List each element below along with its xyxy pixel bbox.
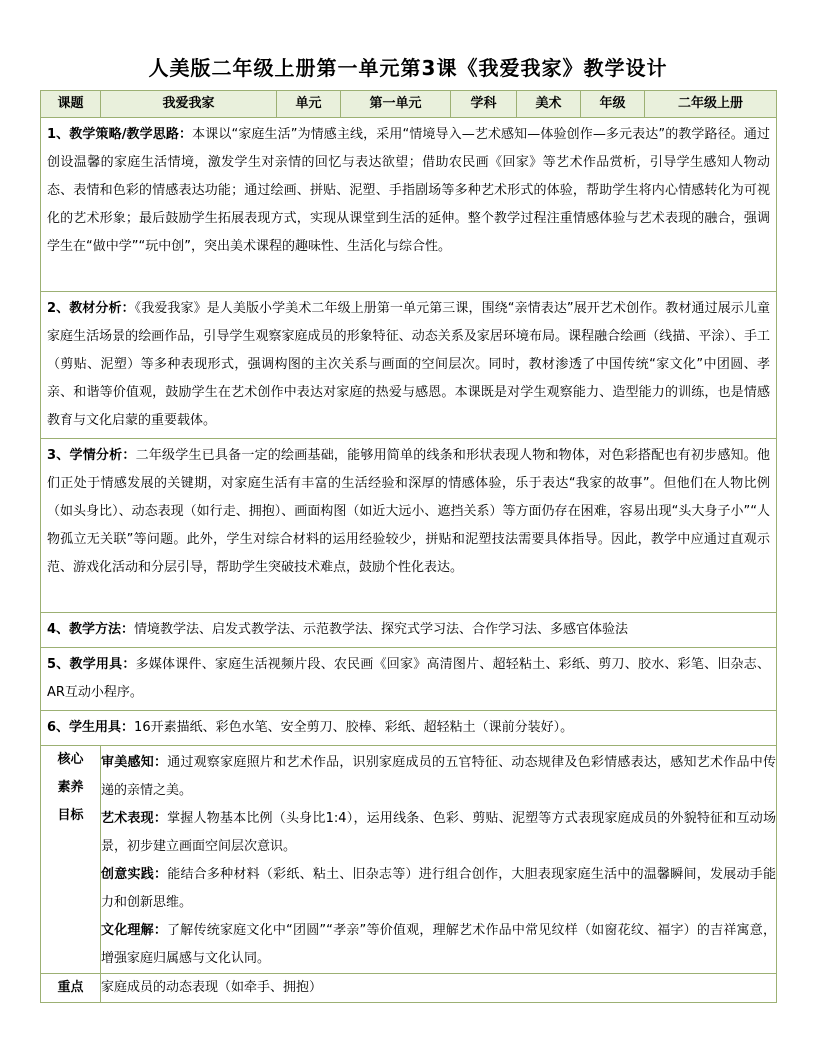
- strategy-section: [41, 118, 777, 292]
- goal-item: [101, 749, 776, 805]
- key-point-label: 重点: [41, 974, 101, 1003]
- goal-item: [101, 917, 776, 973]
- teacher-tools-text: 多媒体课件、家庭生活视频片段、农民画《回家》高清图片、超轻粘土、彩纸、剪刀、胶水、彩笔、旧杂志、AR互动小程序。: [47, 657, 770, 700]
- lesson-label: 课题: [41, 91, 101, 118]
- goal-text: 掌握人物基本比例（头身比1:4），运用线条、色彩、剪贴、泥塑等方式表现家庭成员的外貌特征和互动场景，初步建立画面空间层次意识。: [101, 811, 776, 854]
- textbook-text: 《我爱我家》是人美版小学美术二年级上册第一单元第三课，围绕“亲情表达”展开艺术创作。教材通过展示儿童家庭生活场景的绘画作品，引导学生观察家庭成员的形象特征、动态关系及家居环境布局。课程融合绘画（线描、平涂）、手工（剪贴、泥塑）等多种表现形式，强调构图的主次关系与画面的空间层次。同时，教材渗透了中国传统“家文化”中团圆、孝亲、和谐等价值观，鼓励学生在艺术创作中表达对家庭的热爱与感恩。本课既是对学生观察能力、造型能力的训练，也是情感教育与文化启蒙的重要载体。: [47, 301, 770, 428]
- strategy-row: [41, 118, 777, 292]
- lesson-value: 我爱我家: [101, 91, 277, 118]
- header-row: [41, 91, 777, 118]
- subject-value: 美术: [517, 91, 581, 118]
- goal-item: [101, 861, 776, 917]
- goal-text: 了解传统家庭文化中“团圆”“孝亲”等价值观，理解艺术作品中常见纹样（如窗花纹、福字）的吉祥寓意，增强家庭归属感与文化认同。: [101, 923, 776, 966]
- teacher-tools-label: 5、教学用具：: [47, 657, 136, 672]
- key-point-text: 家庭成员的动态表现（如牵手、拥抱）: [101, 974, 777, 1003]
- learners-label: 3、学情分析：: [47, 448, 136, 463]
- subject-label: 学科: [451, 91, 517, 118]
- methods-label: 4、教学方法：: [47, 622, 135, 637]
- learners-row: [41, 439, 777, 613]
- student-tools-text: 16开素描纸、彩色水笔、安全剪刀、胶棒、彩纸、超轻粘土（课前分装好）。: [134, 720, 574, 735]
- textbook-section: [41, 292, 777, 439]
- core-goals-row: [41, 746, 777, 974]
- core-goals-side-line: 目标: [57, 808, 84, 823]
- methods-section: [41, 613, 777, 648]
- core-goals-side-line: 素养: [57, 780, 84, 795]
- goal-text: 能结合多种材料（彩纸、粘土、旧杂志等）进行组合创作，大胆表现家庭生活中的温馨瞬间，发展动手能力和创新思维。: [101, 867, 776, 910]
- unit-value: 第一单元: [341, 91, 451, 118]
- methods-row: [41, 613, 777, 648]
- unit-label: 单元: [277, 91, 341, 118]
- core-goals-content: [101, 746, 777, 974]
- key-point-row: [41, 974, 777, 1003]
- grade-value: 二年级上册: [645, 91, 777, 118]
- textbook-label: 2、教材分析：: [47, 301, 135, 316]
- goal-item: [101, 805, 776, 861]
- teacher-tools-row: [41, 648, 777, 711]
- core-goals-side-line: 核心: [57, 752, 84, 767]
- student-tools-row: [41, 711, 777, 746]
- goal-text: 通过观察家庭照片和艺术作品，识别家庭成员的五官特征、动态规律及色彩情感表达，感知艺术作品中传递的亲情之美。: [101, 755, 776, 798]
- core-goals-side-label: [41, 746, 101, 974]
- learners-text: 二年级学生已具备一定的绘画基础，能够用简单的线条和形状表现人物和物体，对色彩搭配也有初步感知。他们正处于情感发展的关键期，对家庭生活有丰富的生活经验和深厚的情感体验，乐于表达“我家的故事”。但他们在人物比例（如头身比）、动态表现（如行走、拥抱）、画面构图（如近大远小、遮挡关系）等方面仍存在困难，容易出现“头大身子小”“人物孤立无关联”等问题。此外，学生对综合材料的运用经验较少，拼贴和泥塑技法需要具体指导。因此，教学中应通过直观示范、游戏化活动和分层引导，帮助学生突破技术难点，鼓励个性化表达。: [47, 448, 770, 575]
- student-tools-section: [41, 711, 777, 746]
- strategy-text: 本课以“家庭生活”为情感主线，采用“情境导入—艺术感知—体验创作—多元表达”的教学路径。通过创设温馨的家庭生活情境，激发学生对亲情的回忆与表达欲望；借助农民画《回家》等艺术作品赏析，引导学生感知人物动态、表情和色彩的情感表达功能；通过绘画、拼贴、泥塑、手指剧场等多种艺术形式的体验，帮助学生将内心情感转化为可视化的艺术形象；最后鼓励学生拓展表现方式，实现从课堂到生活的延伸。整个教学过程注重情感体验与艺术表现的融合，强调学生在“做中学”“玩中创”，突出美术课程的趣味性、生活化与综合性。: [47, 127, 770, 254]
- document-title: 人美版二年级上册第一单元第3课《我爱我家》教学设计: [148, 56, 668, 80]
- goal-label: 文化理解：: [101, 923, 168, 938]
- methods-text: 情境教学法、启发式教学法、示范教学法、探究式学习法、合作学习法、多感官体验法: [134, 622, 629, 637]
- strategy-label: 1、教学策略/教学思路：: [47, 127, 193, 142]
- grade-label: 年级: [581, 91, 645, 118]
- textbook-row: [41, 292, 777, 439]
- goal-label: 创意实践：: [101, 867, 168, 882]
- teacher-tools-section: [41, 648, 777, 711]
- goal-label: 艺术表现：: [101, 811, 168, 826]
- student-tools-label: 6、学生用具：: [47, 720, 135, 735]
- learners-section: [41, 439, 777, 613]
- goal-label: 审美感知：: [101, 755, 168, 770]
- lesson-plan-table: [40, 90, 777, 1003]
